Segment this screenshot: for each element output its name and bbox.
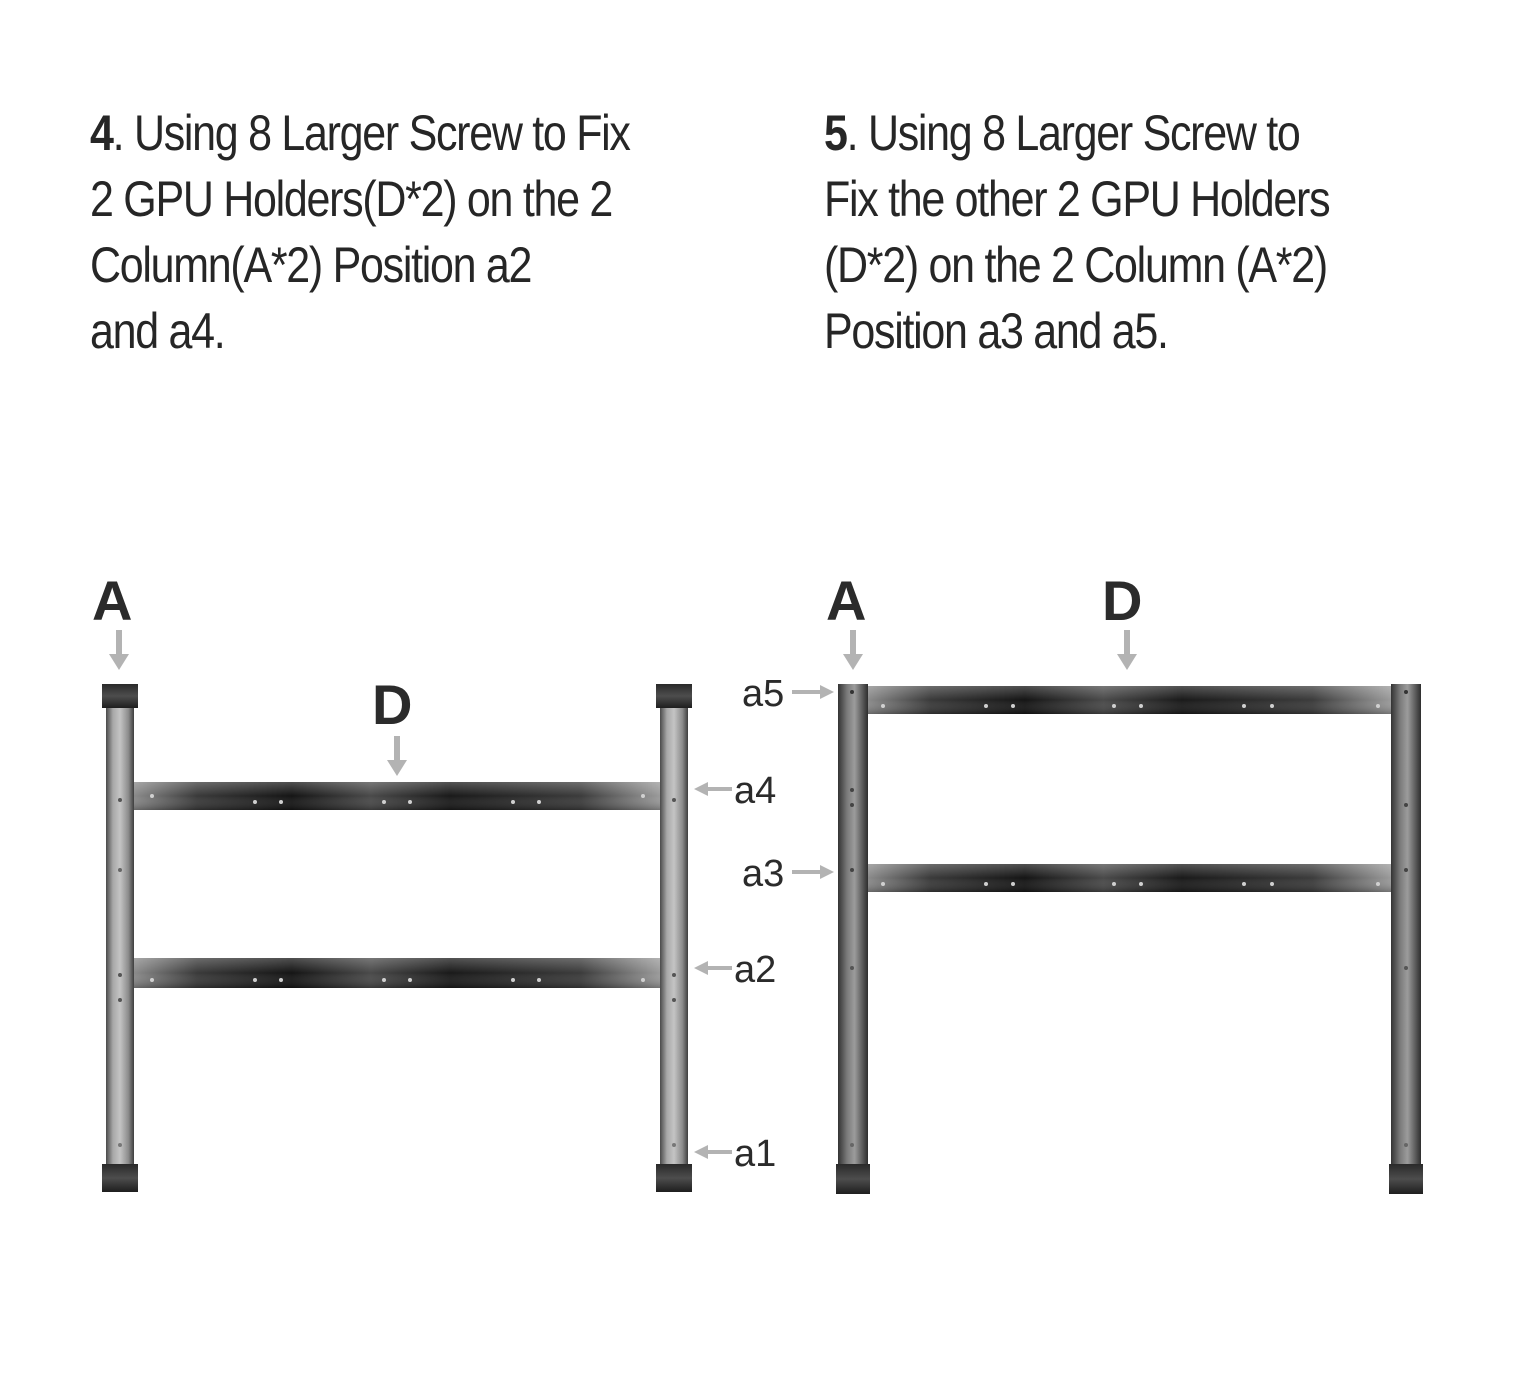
position-a1-marker — [694, 1133, 776, 1175]
position-a5-marker — [742, 673, 834, 715]
holder-d-arrow — [387, 736, 407, 776]
step-4-line-2: 2 GPU Holders(D*2) on the 2 — [90, 171, 613, 227]
gpu-holder-d-lower — [134, 958, 660, 988]
step-4-line-3: Column(A*2) Position a2 — [90, 237, 532, 293]
position-a3-label: a3 — [742, 853, 785, 895]
position-a2-label: a2 — [734, 949, 777, 991]
column-a-arrow-step5 — [843, 630, 863, 670]
holder-d-label-step5: D — [1102, 569, 1143, 632]
column-a-label: A — [92, 569, 133, 632]
step-5-line-2: Fix the other 2 GPU Holders — [824, 171, 1330, 227]
holder-d-arrow-step5 — [1117, 630, 1137, 670]
column-a-right-step5 — [1389, 684, 1423, 1194]
gpu-holder-d-top — [868, 686, 1391, 714]
column-a-label-step5: A — [826, 569, 867, 632]
column-a-left — [102, 684, 138, 1192]
step-4-line-1-text: . Using 8 Larger Screw to Fix — [112, 105, 630, 161]
step-5-line-3: (D*2) on the 2 Column (A*2) — [824, 237, 1327, 293]
column-a-right — [656, 684, 692, 1192]
step-5-line-4: Position a3 and a5. — [824, 303, 1168, 359]
gpu-holder-d-middle — [868, 864, 1391, 892]
step-5-diagram — [742, 569, 1423, 1194]
position-a1-label: a1 — [734, 1133, 777, 1175]
column-a-arrow — [109, 630, 129, 670]
position-a4-label: a4 — [734, 770, 777, 812]
position-a2-marker — [694, 949, 776, 991]
step-5-line-1-text: . Using 8 Larger Screw to — [846, 105, 1300, 161]
step-5-number: 5 — [824, 105, 847, 161]
column-a-left-step5 — [836, 684, 870, 1194]
step-4-number: 4 — [90, 105, 113, 161]
gpu-holder-d-upper — [134, 782, 660, 810]
position-a4-marker — [694, 770, 776, 812]
position-a3-marker — [742, 853, 834, 895]
step-4-line-4: and a4. — [90, 303, 225, 359]
step-4-diagram — [92, 569, 776, 1192]
position-a5-label: a5 — [742, 673, 785, 715]
holder-d-label: D — [372, 673, 413, 736]
